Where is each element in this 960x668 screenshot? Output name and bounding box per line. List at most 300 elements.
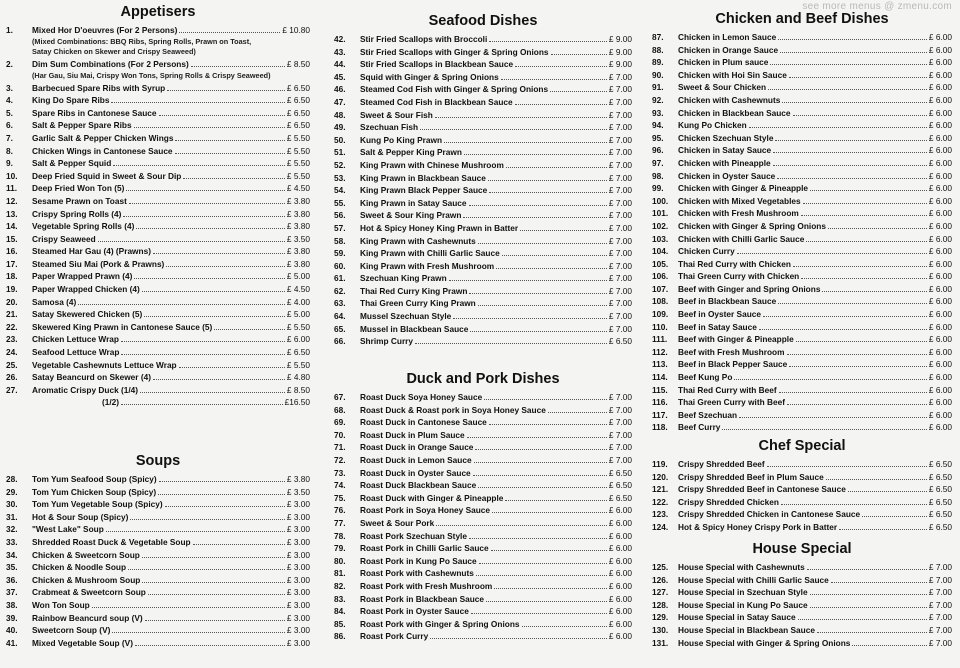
dotted-leader [444, 134, 607, 143]
menu-item-number: 108. [652, 296, 669, 307]
dotted-leader [486, 593, 607, 602]
dotted-leader [826, 471, 927, 480]
menu-item-number: 23. [6, 334, 18, 345]
menu-item-number: 115. [652, 384, 668, 395]
menu-item [652, 44, 952, 57]
menu-item [652, 132, 952, 145]
menu-item-price: £ 4.80 [286, 372, 310, 383]
menu-item-number: 46. [334, 84, 346, 95]
menu-item-number: 113. [652, 359, 668, 370]
dotted-leader [467, 429, 607, 438]
menu-item-name: Crispy Shredded Chicken [678, 496, 779, 507]
menu-item-name: Roast Pork with Ginger & Spring Onions [360, 618, 520, 629]
menu-item-price: £ 3.00 [286, 625, 310, 636]
dotted-leader [822, 283, 926, 292]
menu-item-price: £ 7.00 [608, 285, 632, 296]
menu-item-number: 15. [6, 233, 18, 244]
menu-item-number: 90. [652, 69, 664, 80]
menu-item-number: 125. [652, 562, 669, 572]
menu-item [652, 358, 952, 371]
menu-item-number: 102. [652, 220, 669, 231]
menu-item-number: 6. [6, 120, 13, 131]
menu-item-number: 29. [6, 486, 18, 497]
menu-item [652, 119, 952, 132]
dotted-leader [476, 567, 607, 576]
menu-item-price: £ 6.00 [608, 618, 632, 629]
menu-item-name: Crabmeat & Sweetcorn Soup [32, 587, 146, 598]
duck-pork-list [334, 391, 632, 643]
menu-item-price: £ 7.00 [608, 260, 632, 271]
menu-item-number: 28. [6, 474, 18, 484]
menu-item-name: Roast Duck Soya Honey Sauce [360, 392, 483, 402]
menu-item-name: Steamed Cod Fish with Ginger & Spring Onions [360, 84, 549, 95]
menu-item-number: 103. [652, 233, 669, 244]
menu-item-number: 116. [652, 397, 668, 408]
menu-item-number: 109. [652, 309, 669, 320]
dotted-leader [787, 346, 927, 355]
menu-item [652, 107, 952, 120]
dotted-leader [142, 574, 285, 583]
menu-item-name: Chicken Lettuce Wrap [32, 334, 119, 345]
menu-item [652, 458, 952, 471]
menu-item [334, 416, 632, 429]
menu-item-price: £ 6.00 [928, 321, 952, 332]
menu-item-name: Chicken with Ginger & Pineapple [678, 183, 809, 194]
menu-item-price: £ 7.00 [608, 122, 632, 133]
menu-item [6, 498, 310, 511]
menu-item [652, 157, 952, 170]
menu-item-price: £ 7.00 [608, 109, 632, 120]
dotted-leader [831, 574, 927, 583]
menu-item-number: 52. [334, 159, 346, 170]
menu-item-price: £ 6.50 [286, 107, 310, 118]
menu-item-number: 111. [652, 334, 668, 345]
menu-item-name: Crispy Shredded Beef in Plum Sauce [678, 471, 824, 482]
menu-item-name: Chicken in Oyster Sauce [678, 170, 776, 181]
menu-item-name: Satay Skewered Chicken (5) [32, 309, 143, 320]
menu-item-number: 55. [334, 197, 346, 208]
menu-item [334, 555, 632, 568]
menu-item [652, 258, 952, 271]
menu-item-number: 20. [6, 296, 18, 307]
menu-item-number: 124. [652, 521, 669, 532]
menu-item-number: 41. [6, 637, 18, 648]
menu-item-name: Chicken with Ginger & Spring Onions [678, 220, 826, 231]
dotted-leader [520, 222, 607, 231]
dotted-leader [167, 82, 285, 91]
menu-item-number: 127. [652, 587, 669, 598]
menu-item-name: Chicken & Mushroom Soup [32, 574, 141, 585]
menu-item-number: 72. [334, 454, 346, 465]
duck-pork-section [334, 369, 632, 643]
menu-item-name: Roast Pork with Cashewnuts [360, 568, 474, 579]
menu-item-price: £ 7.00 [608, 235, 632, 246]
menu-item-number: 87. [652, 32, 664, 42]
menu-item-price: £ 6.00 [928, 283, 952, 294]
menu-item-name: Tom Yum Seafood Soup (Spicy) [32, 474, 157, 484]
menu-item-name: House Special with Cashewnuts [678, 562, 805, 572]
menu-item-price: £ 7.00 [608, 172, 632, 183]
menu-item-number: 121. [652, 484, 669, 495]
menu-item [334, 109, 632, 122]
menu-item [334, 429, 632, 442]
menu-item-price: £ 3.00 [286, 549, 310, 560]
menu-item [652, 308, 952, 321]
dotted-leader [113, 157, 285, 166]
menu-item [6, 157, 310, 170]
menu-item-name: Chicken Wings in Cantonese Sauce [32, 145, 173, 156]
dotted-leader [98, 233, 285, 242]
dotted-leader [121, 346, 284, 355]
dotted-leader [142, 283, 285, 292]
menu-item-price: £ 6.00 [928, 157, 952, 168]
dotted-leader [214, 321, 285, 330]
menu-item-number: 9. [6, 158, 13, 169]
dotted-leader [807, 561, 927, 570]
menu-item-number: 104. [652, 246, 669, 257]
menu-item-price: £ 6.00 [608, 505, 632, 516]
dotted-leader [473, 467, 607, 476]
menu-item-name: Chicken in Plum sauce [678, 57, 769, 68]
menu-item [652, 396, 952, 409]
menu-item [652, 483, 952, 496]
dotted-leader [505, 492, 607, 501]
menu-item-price: £ 3.80 [286, 208, 310, 219]
dotted-leader [420, 121, 607, 130]
menu-item-name: Mussel in Blackbean Sauce [360, 323, 469, 334]
menu-item-name: Roast Pork in Soya Honey Sauce [360, 505, 491, 516]
menu-item-name: Roast Duck in Plum Sauce [360, 429, 465, 440]
menu-item [334, 83, 632, 96]
menu-item-price: £ 6.00 [928, 208, 952, 219]
dotted-leader [126, 182, 285, 191]
menu-item [6, 396, 310, 409]
dotted-leader [153, 371, 285, 380]
menu-item-name: Steamed Har Gau (4) (Prawns) [32, 246, 151, 257]
menu-item-name: Thai Red Curry with Chicken [678, 258, 791, 269]
menu-item [6, 283, 310, 296]
menu-item-price: £ 6.00 [928, 170, 952, 181]
menu-item-name: Roast Pork Curry [360, 631, 429, 642]
dotted-leader [464, 146, 607, 155]
menu-item-name: Salt & Pepper King Prawn [360, 147, 462, 158]
menu-item-price: £ 6.00 [928, 384, 952, 395]
menu-item [334, 310, 632, 323]
menu-item-price: £ 5.50 [286, 359, 310, 370]
menu-item-number: 67. [334, 392, 346, 402]
duck-pork-heading: Duck and Pork Dishes [406, 371, 560, 387]
menu-item-price: £ 6.00 [928, 69, 952, 80]
menu-item [334, 146, 632, 159]
menu-item [652, 421, 952, 434]
menu-item-name: Vegetable Spring Rolls (4) [32, 221, 135, 232]
menu-item-number: 78. [334, 530, 346, 541]
menu-item-price: £ 6.50 [928, 521, 952, 532]
dotted-leader [478, 235, 607, 244]
menu-item-name: Roast Duck in Orange Sauce [360, 442, 474, 453]
menu-item-price: £ 7.00 [608, 298, 632, 309]
menu-item-number: 101. [652, 208, 669, 219]
dotted-leader [839, 521, 927, 530]
menu-item [334, 467, 632, 480]
menu-item-number: 89. [652, 57, 664, 68]
menu-item-price: £ 6.50 [286, 82, 310, 93]
menu-item-price: £ 4.00 [286, 296, 310, 307]
dotted-leader [435, 109, 607, 118]
menu-item-price: £ 6.00 [928, 334, 952, 345]
menu-item [334, 454, 632, 467]
menu-item [334, 260, 632, 273]
menu-item-name: Tom Yum Vegetable Soup (Spicy) [32, 499, 163, 510]
dotted-leader [778, 31, 927, 40]
watermark-text: see more menus @ zmenu.com [802, 1, 952, 12]
menu-item [6, 233, 310, 246]
menu-item-name: Squid with Ginger & Spring Onions [360, 71, 499, 82]
menu-item [334, 618, 632, 631]
menu-item-price: £ 9.00 [608, 46, 632, 57]
menu-item-name: Mixed Hor D'oeuvres (For 2 Persons) [32, 25, 178, 35]
menu-item-price: £ 8.50 [286, 384, 310, 395]
menu-item-price: £ 3.00 [286, 524, 310, 535]
menu-item-name: Crispy Shredded Beef in Cantonese Sauce [678, 484, 846, 495]
dotted-leader [159, 473, 285, 482]
menu-item-price: £ 6.00 [928, 233, 952, 244]
menu-item [652, 283, 952, 296]
menu-item-price: £ 5.00 [286, 309, 310, 320]
menu-item-price: £ 7.00 [608, 404, 632, 415]
menu-item-name: King Prawn Black Pepper Sauce [360, 185, 488, 196]
dotted-leader [810, 586, 927, 595]
menu-item-price: £ 6.50 [608, 467, 632, 478]
menu-item-name: Thai Green Curry with Chicken [678, 271, 800, 282]
menu-item-name: Mussel Szechuan Style [360, 311, 452, 322]
dotted-leader [862, 508, 927, 517]
menu-item [334, 235, 632, 248]
menu-item [6, 384, 310, 397]
menu-item-price: £ 6.50 [928, 459, 952, 469]
menu-item-price: £ 6.00 [928, 57, 952, 68]
menu-item [652, 611, 952, 624]
menu-item [652, 637, 952, 650]
menu-item-name: Stir Fried Scallops with Ginger & Spring Onions [360, 46, 549, 57]
menu-item-name: Steamed Siu Mai (Pork & Prawns) [32, 258, 165, 269]
menu-item-number: 22. [6, 321, 18, 332]
menu-item-price: £ 7.00 [608, 248, 632, 259]
menu-item [334, 492, 632, 505]
menu-item-number: 117. [652, 409, 668, 420]
menu-item [334, 593, 632, 606]
dotted-leader [796, 333, 927, 342]
menu-item-number: 76. [334, 505, 346, 516]
menu-item-number: 129. [652, 612, 669, 623]
menu-item-name: Sesame Prawn on Toast [32, 195, 127, 206]
menu-item [6, 599, 310, 612]
menu-item-number: 95. [652, 132, 664, 143]
menu-item-price: £ 6.00 [928, 132, 952, 143]
menu-item-name: Beef Kung Po [678, 372, 733, 383]
menu-item [652, 207, 952, 220]
menu-item [334, 272, 632, 285]
dotted-leader [92, 599, 285, 608]
menu-item-price: £ 6.00 [928, 309, 952, 320]
menu-item [334, 121, 632, 134]
menu-item [334, 58, 632, 71]
menu-item-number: 71. [334, 442, 346, 453]
menu-item [652, 69, 952, 82]
dotted-leader [489, 184, 607, 193]
menu-item-name: Szechuan Fish [360, 122, 419, 133]
menu-item-number: 18. [6, 271, 18, 282]
menu-item [6, 24, 310, 37]
dotted-leader [739, 409, 927, 418]
menu-item-number: 7. [6, 132, 13, 143]
menu-item [334, 504, 632, 517]
chef-special-section [652, 436, 952, 534]
menu-item [334, 530, 632, 543]
dotted-leader [430, 630, 607, 639]
menu-item-price: £ 6.50 [608, 492, 632, 503]
menu-item-number: 32. [6, 524, 18, 535]
menu-item-name: Sweet & Sour Chicken [678, 82, 767, 93]
dotted-leader [471, 605, 607, 614]
menu-item-price: £ 6.00 [928, 397, 952, 408]
menu-item-name: Sweet & Sour Pork [360, 517, 435, 528]
menu-item-number: 64. [334, 311, 346, 322]
dotted-leader [111, 94, 284, 103]
dotted-leader [494, 580, 607, 589]
menu-item-number: 73. [334, 467, 346, 478]
dotted-leader [550, 83, 607, 92]
menu-item-name: Beef in Satay Sauce [678, 321, 757, 332]
menu-item [334, 441, 632, 454]
menu-item-price: £ 7.00 [608, 197, 632, 208]
menu-item [6, 333, 310, 346]
menu-item-number: 5. [6, 107, 13, 118]
menu-item-number: 112. [652, 346, 668, 357]
dotted-leader [778, 295, 927, 304]
menu-item-price: £ 7.00 [608, 96, 632, 107]
menu-item [6, 586, 310, 599]
menu-item-name: Salt & Pepper Squid [32, 158, 112, 169]
menu-item-name: Kung Po King Prawn [360, 134, 443, 145]
menu-item-number: 1. [6, 25, 13, 35]
menu-item-price: £ 6.00 [928, 82, 952, 93]
menu-item-name: Roast Duck in Lemon Sauce [360, 454, 472, 465]
menu-item-name: Crispy Shredded Chicken in Cantonese Sauce [678, 509, 861, 520]
menu-item [334, 247, 632, 260]
menu-item-number: 74. [334, 480, 346, 491]
menu-item-price: £ 6.50 [286, 347, 310, 358]
menu-item [652, 624, 952, 637]
menu-item-price: £ 6.50 [608, 480, 632, 491]
menu-item-name: Seafood Lettuce Wrap [32, 347, 120, 358]
menu-item [334, 297, 632, 310]
soups-heading: Soups [135, 453, 181, 469]
dotted-leader [787, 396, 927, 405]
menu-item-number: 63. [334, 298, 346, 309]
menu-item-name: Mixed Vegetable Soup (V) [32, 637, 133, 648]
menu-item-number: 100. [652, 195, 669, 206]
dotted-leader [767, 458, 927, 467]
menu-item-number: 92. [652, 94, 664, 105]
dotted-leader [475, 441, 606, 450]
menu-item-price: £ 3.00 [286, 536, 310, 547]
menu-item-number: 96. [652, 145, 664, 156]
menu-item [652, 384, 952, 397]
dotted-leader [789, 69, 927, 78]
menu-item-number: 38. [6, 599, 18, 610]
menu-item [6, 536, 310, 549]
menu-item [334, 46, 632, 59]
menu-item-number: 128. [652, 599, 669, 610]
menu-item-name: Beef in Black Pepper Sauce [678, 359, 788, 370]
menu-item [6, 486, 310, 499]
menu-item-name: House Special with Ginger & Spring Onions [678, 637, 851, 648]
dotted-leader [436, 517, 607, 526]
menu-item [6, 107, 310, 120]
menu-item-price: £ 3.80 [286, 246, 310, 257]
dotted-leader [489, 416, 607, 425]
menu-item-number: 65. [334, 323, 346, 334]
menu-item [334, 222, 632, 235]
menu-item-price: £ 3.00 [286, 637, 310, 648]
menu-item-description: (Har Gau, Siu Mai, Crispy Won Tons, Spring Rolls & Crispy Seaweed) [32, 70, 271, 80]
menu-item-price: £ 6.00 [928, 107, 952, 118]
menu-item-number: 25. [6, 359, 18, 370]
menu-item-number: 70. [334, 429, 346, 440]
dotted-leader [106, 523, 285, 532]
menu-item-price: £ 3.50 [286, 486, 310, 497]
menu-item [334, 517, 632, 530]
menu-item-number: 130. [652, 624, 669, 635]
dotted-leader [78, 296, 285, 305]
dotted-leader [801, 270, 927, 279]
menu-item-price: £ 6.00 [928, 296, 952, 307]
menu-item-name: King Prawn with Chilli Garlic Sauce [360, 248, 500, 259]
seafood-section [334, 11, 632, 348]
menu-item-name: Spare Ribs in Cantonese Sauce [32, 107, 157, 118]
menu-item [334, 580, 632, 593]
menu-item-price: £ 3.00 [286, 499, 310, 510]
menu-item [6, 208, 310, 221]
menu-item [334, 159, 632, 172]
menu-item-price: £ 6.00 [928, 422, 952, 433]
menu-item-number: 66. [334, 336, 346, 347]
menu-item [334, 391, 632, 404]
dotted-leader [777, 170, 927, 179]
menu-item-number: 12. [6, 195, 18, 206]
menu-item-price: £ 7.00 [928, 562, 952, 572]
dotted-leader [489, 33, 607, 42]
dotted-leader [453, 310, 607, 319]
menu-item-price: £ 5.50 [286, 170, 310, 181]
menu-item-number: 51. [334, 147, 346, 158]
dotted-leader [478, 479, 607, 488]
menu-item-name: Thai Green Curry with Beef [678, 397, 785, 408]
menu-item-price: £ 5.00 [286, 271, 310, 282]
menu-item-number: 122. [652, 496, 669, 507]
menu-item-name: King Prawn with Cashewnuts [360, 235, 476, 246]
menu-item-name: Chicken in Lemon Sauce [678, 32, 777, 42]
menu-item-name: Chicken Szechuan Style [678, 132, 774, 143]
dotted-leader [134, 270, 285, 279]
dotted-leader [803, 195, 927, 204]
menu-item-number: 17. [6, 258, 18, 269]
menu-item [652, 81, 952, 94]
menu-item [652, 144, 952, 157]
menu-item-number: 27. [6, 384, 18, 395]
menu-item-number: 131. [652, 637, 669, 648]
